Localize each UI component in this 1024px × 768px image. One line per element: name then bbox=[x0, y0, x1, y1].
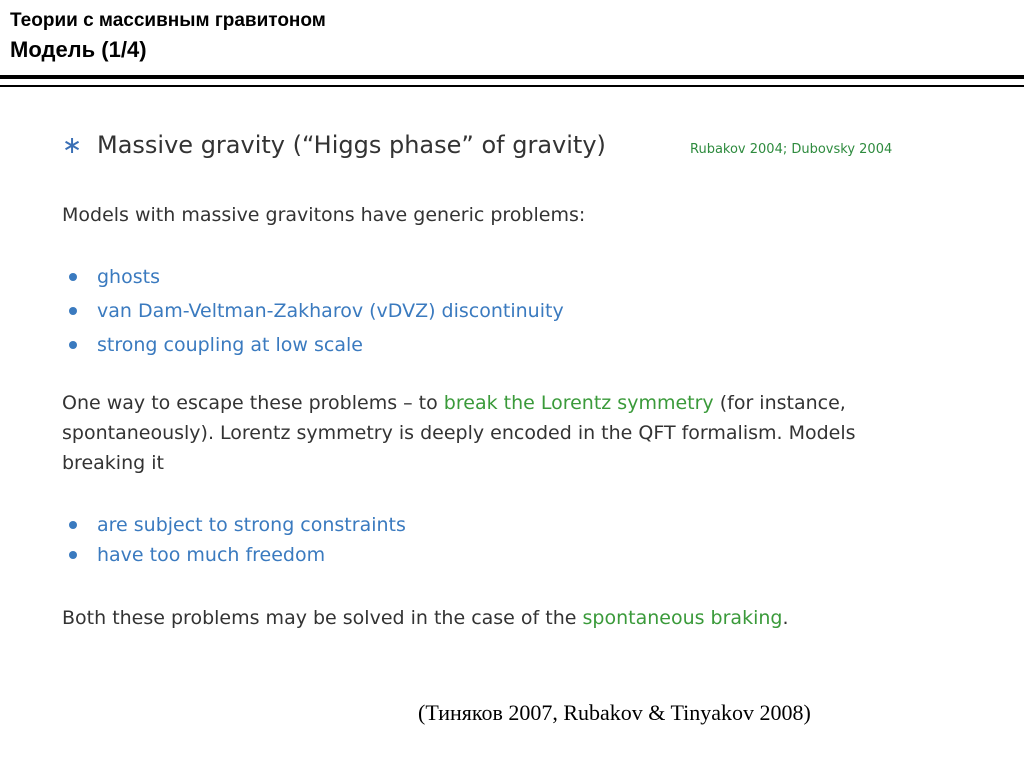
bullet-icon bbox=[69, 307, 77, 315]
citation: (Тиняков 2007, Rubakov & Tinyakov 2008) bbox=[418, 700, 811, 725]
intro-paragraph: Models with massive gravitons have generic problems: bbox=[62, 204, 586, 226]
list-item: are subject to strong constraints bbox=[62, 510, 406, 540]
headline-text: Massive gravity (“Higgs phase” of gravity) bbox=[97, 131, 606, 159]
bullet-icon bbox=[69, 273, 77, 281]
asterisk-icon: ∗ bbox=[62, 131, 83, 159]
list-item: have too much freedom bbox=[62, 540, 406, 570]
list-item: ghosts bbox=[62, 260, 564, 294]
problems-list bbox=[62, 260, 564, 362]
conclusion-paragraph: Both these problems may be solved in the case of the spontaneous braking. bbox=[62, 607, 789, 629]
header-divider-thick bbox=[0, 75, 1024, 79]
highlight-text: spontaneous braking bbox=[582, 607, 783, 629]
bullet-icon bbox=[69, 341, 77, 349]
list-item: van Dam-Veltman-Zakharov (vDVZ) discontinuity bbox=[62, 294, 564, 328]
slide-header bbox=[10, 8, 326, 66]
section-title: Теории с массивным гравитоном bbox=[10, 10, 326, 31]
bullet-icon bbox=[69, 521, 77, 529]
escape-paragraph: One way to escape these problems – to break the Lorentz symmetry (for instance, spontaneously). Lorentz symmetry is deeply encoded in the QFT formalism. Models breaking it bbox=[62, 392, 856, 474]
consequences-list bbox=[62, 510, 406, 570]
headline-references: Rubakov 2004; Dubovsky 2004 bbox=[690, 142, 893, 157]
slide-title: Модель (1/4) bbox=[10, 37, 147, 62]
bullet-icon bbox=[69, 551, 77, 559]
highlight-text: break the Lorentz symmetry bbox=[443, 392, 714, 414]
list-item: strong coupling at low scale bbox=[62, 328, 564, 362]
header-divider-thin bbox=[0, 85, 1024, 87]
